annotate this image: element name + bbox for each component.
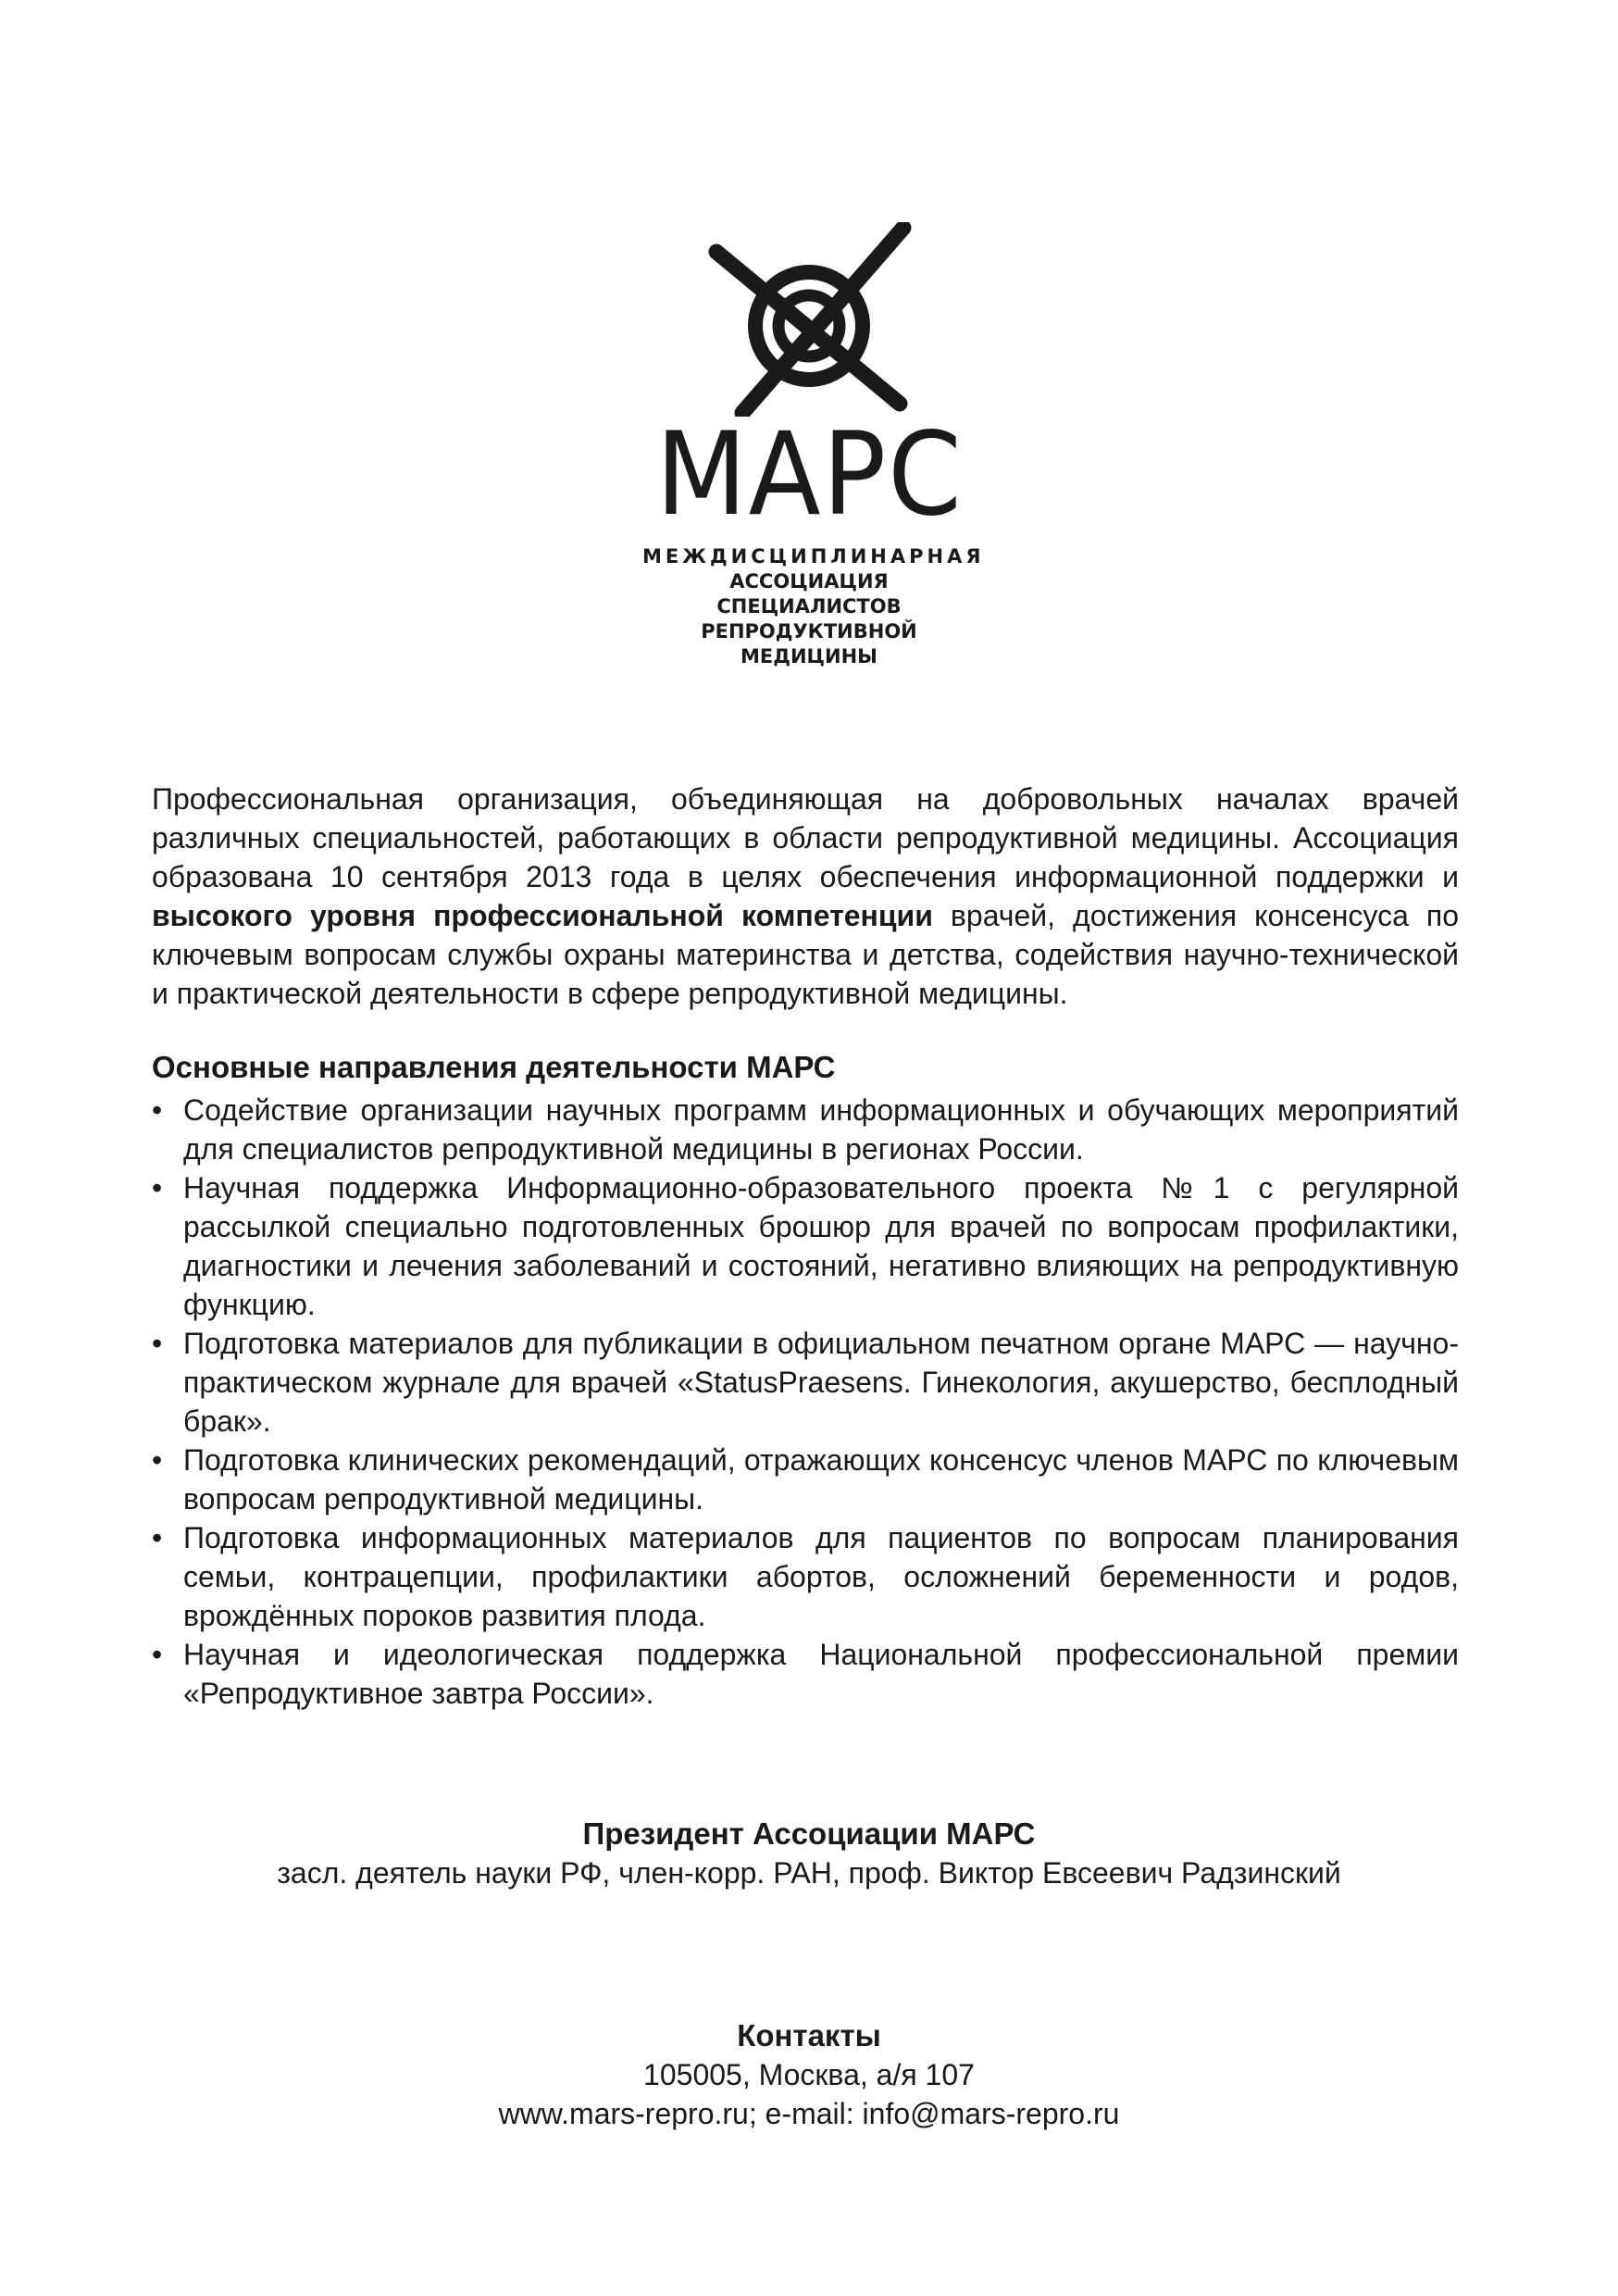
main-content (152, 780, 1459, 1713)
logo-subtitle-line-1: МЕЖДИСЦИПЛИНАРНАЯ (642, 545, 985, 568)
list-item (152, 1518, 1459, 1635)
bullet-icon: • (152, 1171, 163, 1204)
list-item-text: Научная поддержка Информационно-образовательного проекта №1 с регулярной рассылкой специально подготовленных брошюр для врачей по вопросам профилактики, диагностики и лечения заболеваний и состояний, негативно влияющих на репродуктивную функцию. (183, 1171, 1459, 1321)
bullet-icon: • (152, 1093, 163, 1127)
president-block (0, 1815, 1618, 1892)
list-item (152, 1091, 1459, 1168)
bullet-icon: • (152, 1521, 163, 1554)
intro-text-part-2: врачей, достижения консенсуса по ключевым вопросам службы охраны материнства и детства, содействия научно-технической и практической деятельности в сфере репродуктивной медицины. (152, 899, 1460, 1010)
bullet-icon: • (152, 1638, 163, 1671)
directions-title: Основные направления деятельности МАРС (152, 1050, 836, 1084)
president-name: засл. деятель науки РФ, член-корр. РАН, проф. Виктор Евсеевич Радзинский (277, 1856, 1341, 1890)
intro-text-part-1: Профессиональная организация, объединяющая на добровольных началах врачей различных специальностей, работающих в области репродуктивной медицины. Ассоциация образована 10 сентября 2013 года в целях обеспечения информационной поддержки и (152, 782, 1459, 893)
bullet-icon: • (152, 1327, 163, 1360)
mars-logo (0, 222, 1618, 669)
list-item-text: Подготовка информационных материалов для пациентов по вопросам планирования семьи, контрацепции, профилактики абортов, осложнений беременности и родов, врождённых пороков развития плода. (183, 1521, 1459, 1632)
intro-paragraph (152, 780, 1459, 1013)
list-item (152, 1168, 1459, 1324)
logo-name: МАРС (655, 408, 964, 542)
contacts-block (0, 2016, 1618, 2133)
logo-subtitle (642, 544, 985, 669)
list-item-text: Научная и идеологическая поддержка Национальной профессиональной премии «Репродуктивное завтра России». (183, 1638, 1459, 1710)
contacts-title: Контакты (737, 2018, 881, 2053)
president-title: Президент Ассоциации МАРС (582, 1816, 1036, 1851)
intro-bold-text: высокого уровня профессиональной компетенции (152, 899, 933, 932)
list-item-text: Подготовка материалов для публикации в официальном печатном органе МАРС — научно-практическом журнале для врачей «StatusPraesens. Гинекология, акушерство, бесплодный брак». (183, 1327, 1459, 1438)
directions-list (152, 1091, 1459, 1713)
list-item (152, 1441, 1459, 1518)
list-item-text: Содействие организации научных программ информационных и обучающих мероприятий для специалистов репродуктивной медицины в регионах России. (183, 1093, 1459, 1166)
logo-subtitle-line-2: АССОЦИАЦИЯ СПЕЦИАЛИСТОВ (716, 570, 902, 618)
mars-emblem-icon (698, 222, 920, 417)
list-item (152, 1635, 1459, 1713)
list-item-text: Подготовка клинических рекомендаций, отражающих консенсус членов МАРС по ключевым вопросам репродуктивной медицины. (183, 1443, 1459, 1516)
bullet-icon: • (152, 1443, 163, 1477)
logo-subtitle-line-3: РЕПРОДУКТИВНОЙ МЕДИЦИНЫ (701, 620, 917, 668)
contacts-address: 105005, Москва, а/я 107 (643, 2058, 975, 2091)
contacts-web-email: www.mars-repro.ru; e-mail: info@mars-repro.ru (498, 2097, 1120, 2130)
list-item (152, 1324, 1459, 1441)
